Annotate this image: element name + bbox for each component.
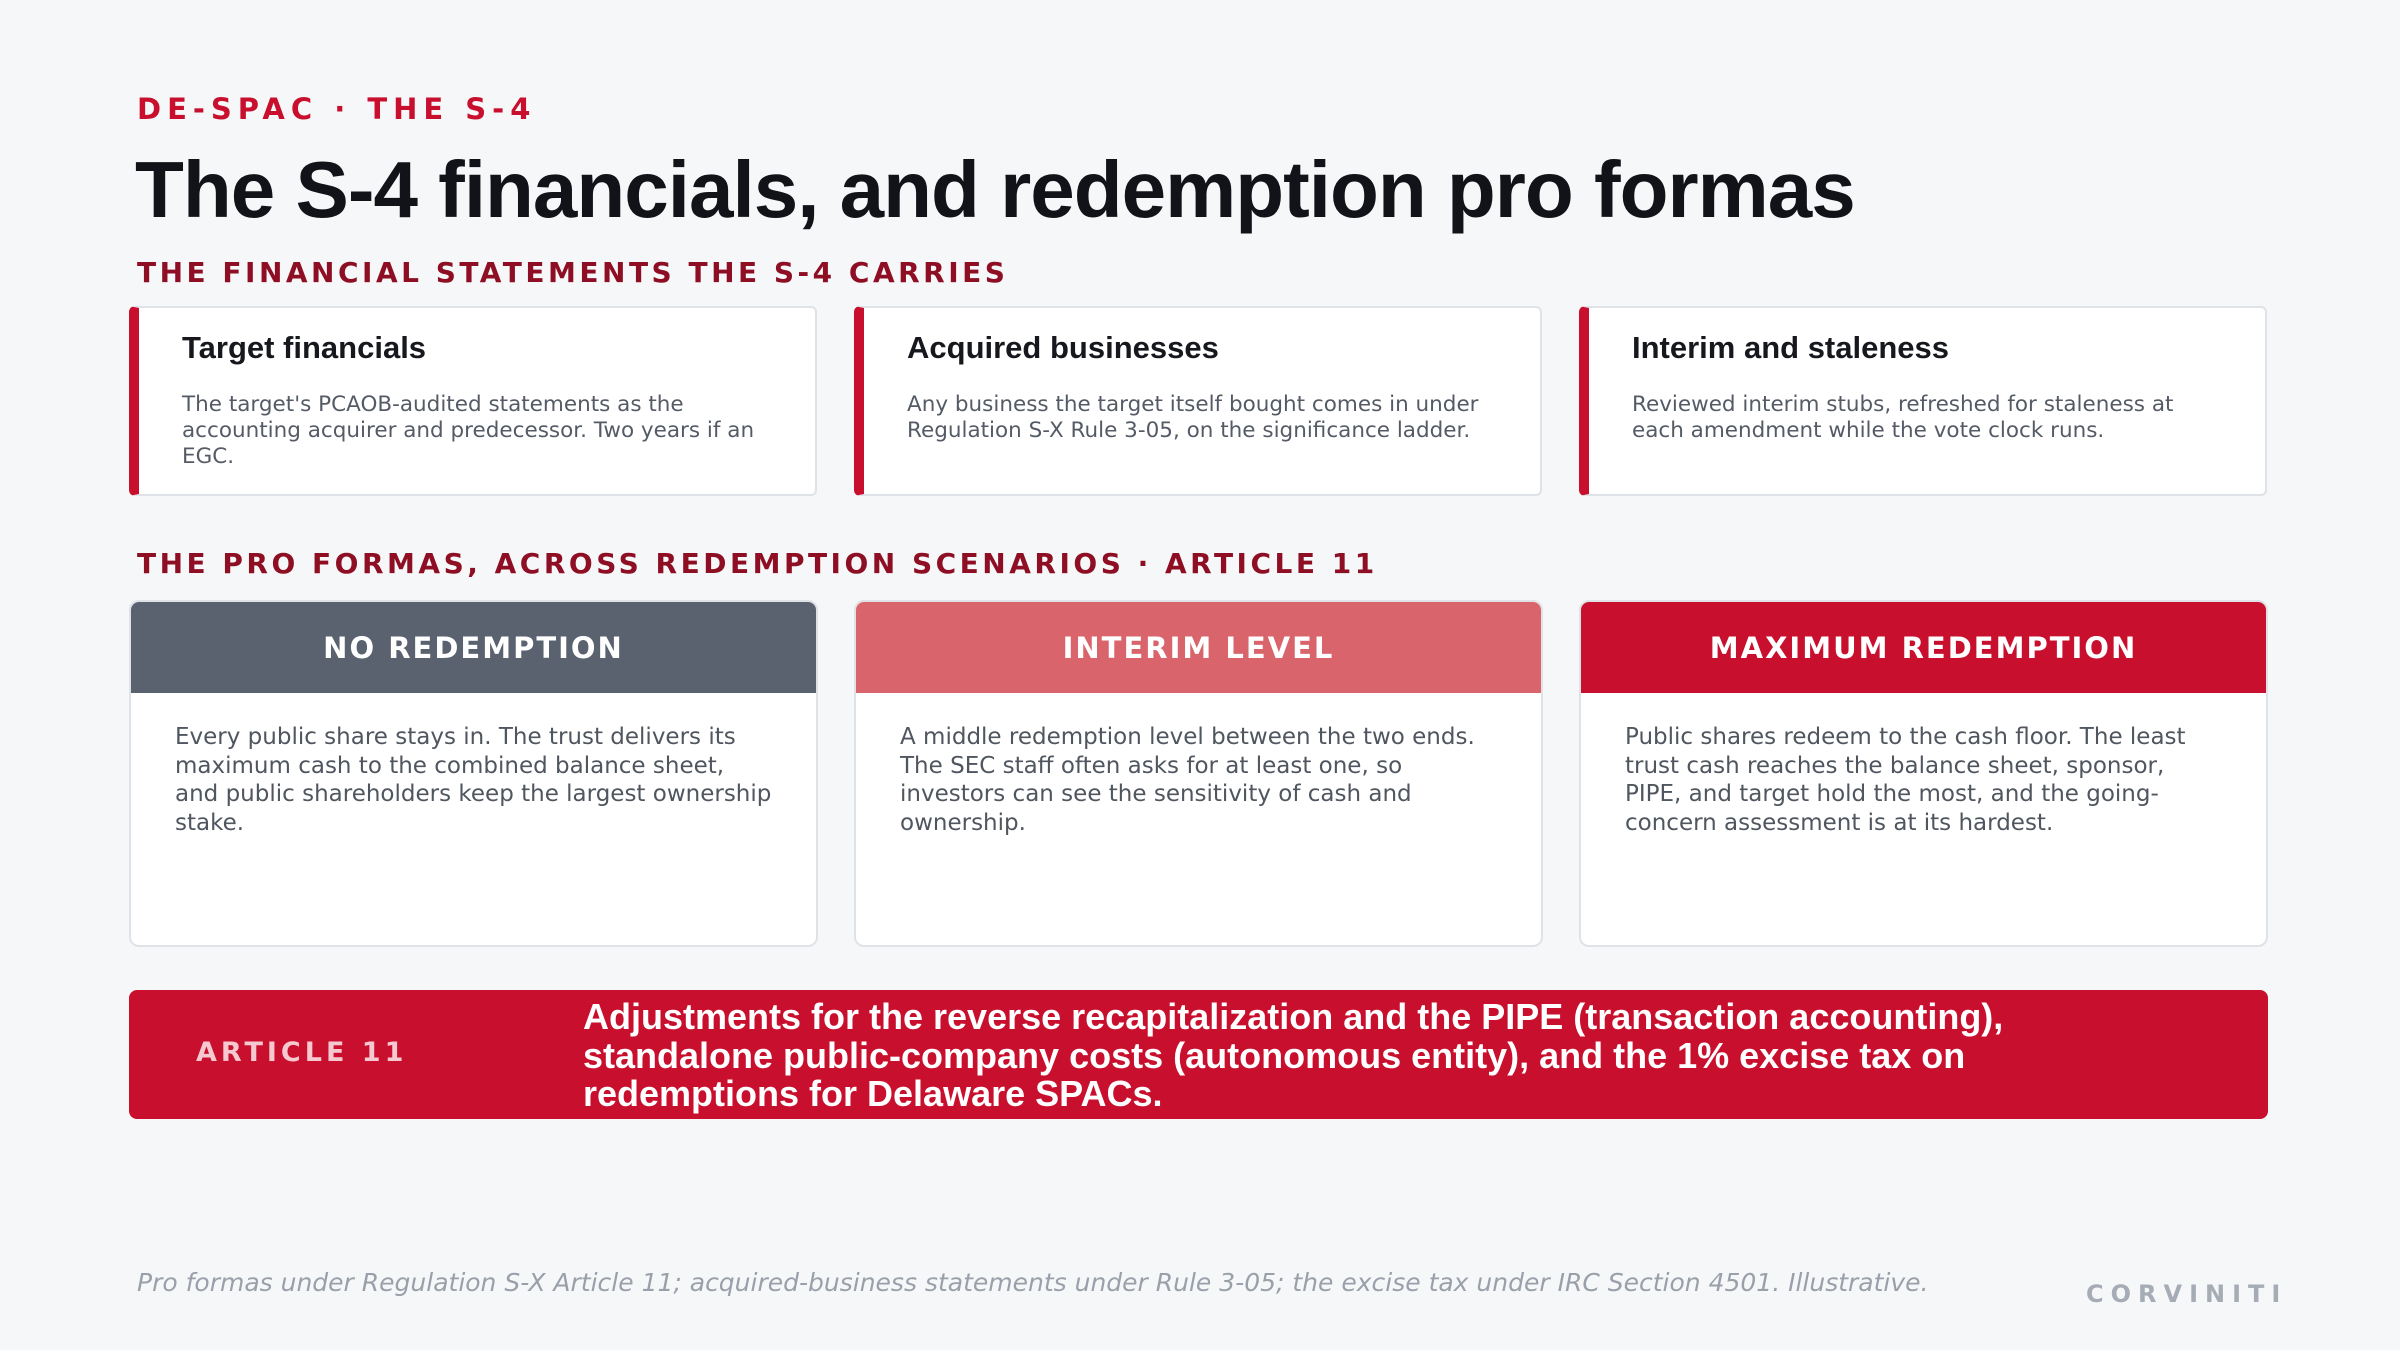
- statement-card-body: Reviewed interim stubs, refreshed for staleness at each amendment while the vote clock runs.: [1632, 392, 2174, 443]
- statements-row: [129, 306, 2268, 496]
- statement-card-interim-staleness: [1579, 306, 2267, 496]
- scenario-card-interim-level: [854, 600, 1543, 947]
- scenario-card-maximum-redemption: [1579, 600, 2268, 947]
- scenarios-section-label: THE PRO FORMAS, ACROSS REDEMPTION SCENARIOS · ARTICLE 11: [137, 547, 1378, 580]
- scenario-body: A middle redemption level between the two ends. The SEC staff often asks for at least one, so investors can see the sensitivity of cash and ownership.: [900, 724, 1475, 836]
- statement-card-title: Acquired businesses: [907, 330, 1219, 365]
- scenario-body: Every public share stays in. The trust delivers its maximum cash to the combined balance sheet, and public shareholders keep the largest ownership stake.: [175, 724, 772, 836]
- statements-section-label: THE FINANCIAL STATEMENTS THE S-4 CARRIES: [137, 256, 1009, 289]
- statement-card-body: Any business the target itself bought comes in under Regulation S-X Rule 3-05, on the significance ladder.: [907, 392, 1479, 443]
- brand-wordmark: CORVINITI: [2086, 1280, 2288, 1308]
- footnote: Pro formas under Regulation S-X Article 11; acquired-business statements under Rule 3-05; the excise tax under IRC Section 4501. Illustrative.: [137, 1268, 1929, 1297]
- page-title: The S-4 financials, and redemption pro formas: [135, 145, 1855, 234]
- article-11-text: Adjustments for the reverse recapitalization and the PIPE (transaction accounting), standalone public-company costs (autonomous entity), and the 1% excise tax on redemptions for Delaware SPACs.: [583, 996, 2004, 1114]
- eyebrow: DE-SPAC · THE S-4: [137, 92, 537, 126]
- article-11-tag: ARTICLE 11: [196, 1037, 408, 1068]
- scenario-card-no-redemption: [129, 600, 818, 947]
- article-11-callout: [129, 990, 2268, 1119]
- scenario-body: Public shares redeem to the cash floor. The least trust cash reaches the balance sheet, sponsor, PIPE, and target hold the most, and the going-concern assessment is at its hardest.: [1625, 724, 2186, 836]
- statement-card-body: The target's PCAOB-audited statements as the accounting acquirer and predecessor. Two years if an EGC.: [182, 392, 755, 469]
- statement-card-target-financials: [129, 306, 817, 496]
- statement-card-acquired-businesses: [854, 306, 1542, 496]
- scenario-heading: NO REDEMPTION: [131, 602, 816, 693]
- statement-card-title: Target financials: [182, 330, 427, 365]
- statement-card-title: Interim and staleness: [1632, 330, 1950, 365]
- scenarios-row: [129, 600, 2268, 947]
- scenario-heading: INTERIM LEVEL: [856, 602, 1541, 693]
- scenario-heading: MAXIMUM REDEMPTION: [1581, 602, 2266, 693]
